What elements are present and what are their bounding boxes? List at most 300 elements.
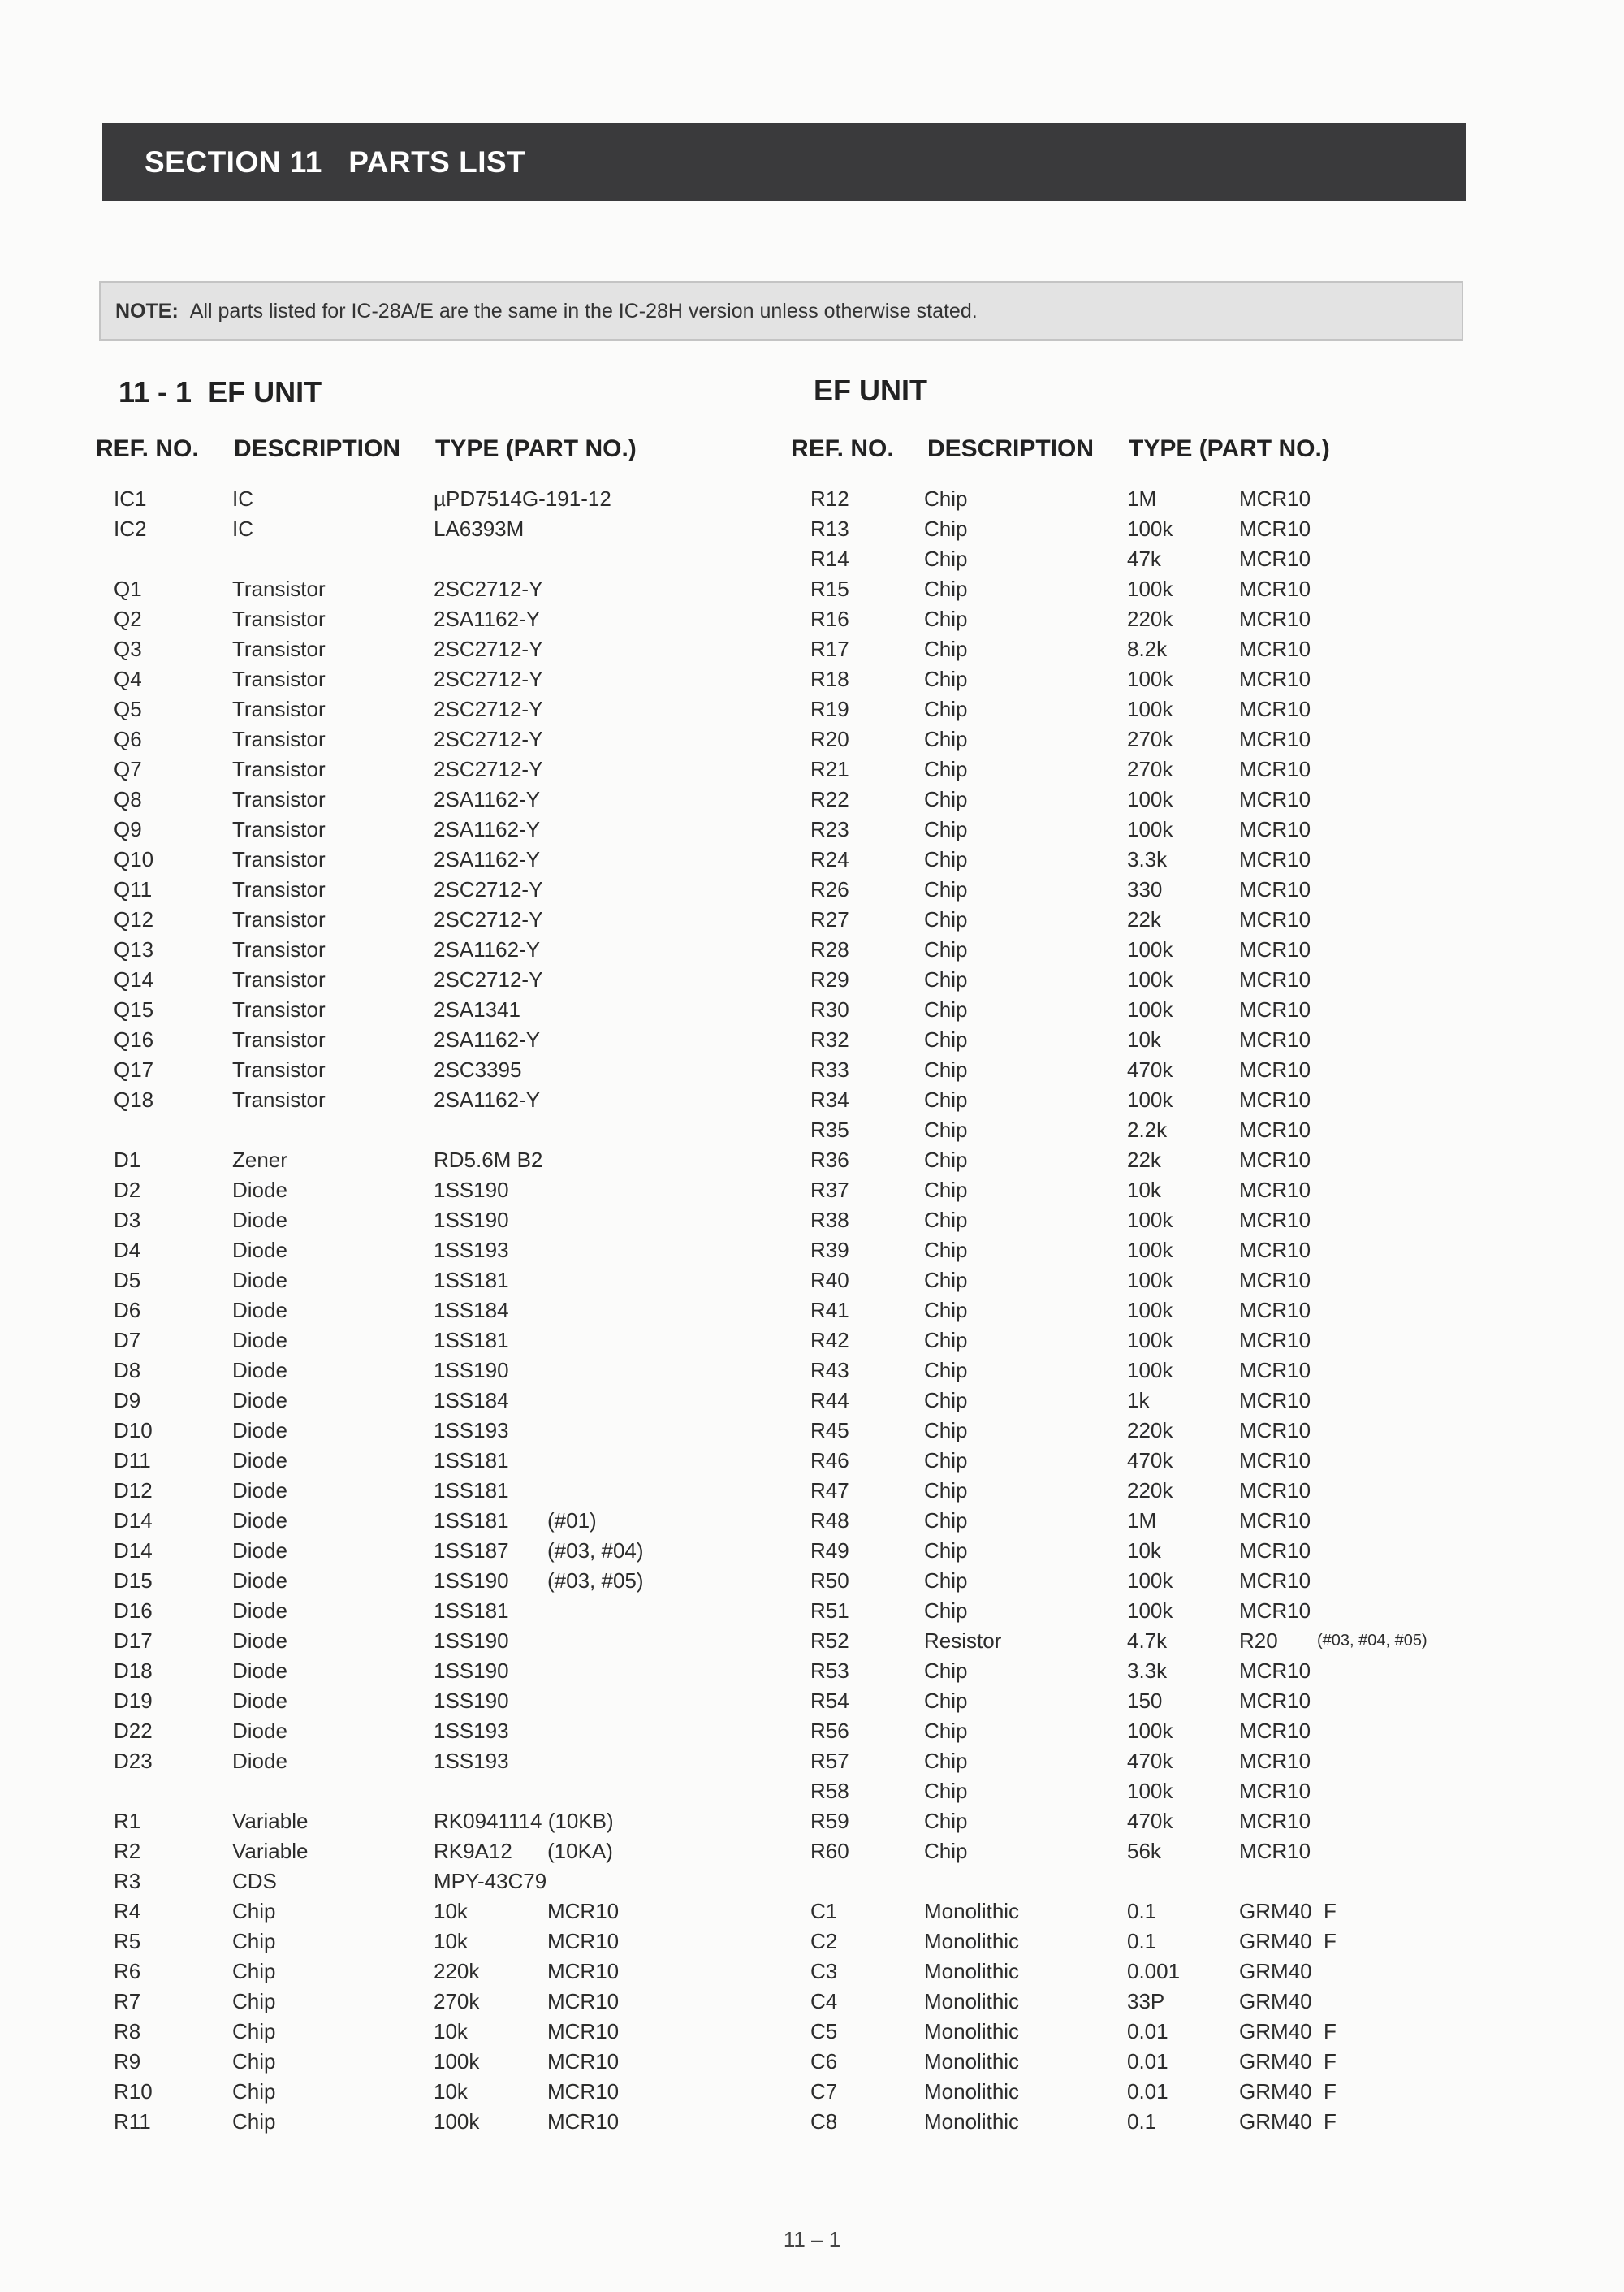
value-cell: MCR10 <box>1239 1418 1311 1442</box>
description-cell: Chip <box>232 1989 276 2013</box>
type-cell: 1SS190 <box>434 1178 509 1202</box>
description-cell: Chip <box>924 937 968 962</box>
parts-row <box>0 845 780 875</box>
type-cell: 1SS190 <box>434 1358 509 1382</box>
type-cell: 1SS193 <box>434 1749 509 1773</box>
ref-no-cell: R36 <box>810 1148 849 1172</box>
parts-row <box>780 1596 1624 1626</box>
ref-no-cell: IC1 <box>114 487 147 511</box>
type-cell: 0.01 <box>1127 2079 1168 2104</box>
parts-row <box>0 1596 780 1626</box>
ref-no-cell: D10 <box>114 1418 153 1442</box>
description-cell: Monolithic <box>924 1899 1020 1923</box>
type-cell: 2SA1162-Y <box>434 787 541 811</box>
value-cell: MCR10 <box>1239 1658 1311 1683</box>
parts-row <box>0 484 780 514</box>
ref-no-cell: D7 <box>114 1328 141 1352</box>
ref-no-cell: R5 <box>114 1929 141 1953</box>
description-cell: Diode <box>232 1568 287 1593</box>
type-cell: 100k <box>1127 997 1173 1022</box>
ref-no-cell: R54 <box>810 1689 849 1713</box>
ref-no-cell: Q1 <box>114 577 142 601</box>
parts-row <box>0 604 780 634</box>
description-cell: Chip <box>924 1809 968 1833</box>
description-cell: Transistor <box>232 877 326 902</box>
parts-row <box>0 1566 780 1596</box>
type-cell: 2SA1162-Y <box>434 847 541 871</box>
ref-no-cell: R13 <box>810 517 849 541</box>
parts-row <box>0 965 780 995</box>
value-cell: (#03, #05) <box>547 1568 644 1593</box>
parts-row <box>0 995 780 1025</box>
type-cell: 10k <box>434 1899 468 1923</box>
type-cell: 100k <box>1127 1298 1173 1322</box>
ref-no-cell: Q6 <box>114 727 142 751</box>
parts-row <box>0 2047 780 2077</box>
type-cell: 220k <box>1127 1418 1173 1442</box>
type-cell: 1SS181 <box>434 1598 509 1623</box>
type-cell: 2SC2712-Y <box>434 577 543 601</box>
parts-row <box>0 1957 780 1987</box>
value-cell: MCR10 <box>1239 907 1311 932</box>
parts-row <box>0 815 780 845</box>
ref-no-cell: R21 <box>810 757 849 781</box>
value-cell: GRM40 <box>1239 1989 1312 2013</box>
ref-no-cell: R23 <box>810 817 849 841</box>
description-cell: Chip <box>924 1598 968 1623</box>
ref-no-cell: R22 <box>810 787 849 811</box>
value-cell: MCR10 <box>1239 1027 1311 1052</box>
description-cell: Transistor <box>232 637 326 661</box>
description-cell: Chip <box>924 1027 968 1052</box>
type-cell: 1SS190 <box>434 1628 509 1653</box>
value-cell: MCR10 <box>547 1989 620 2013</box>
description-cell: Chip <box>924 727 968 751</box>
type-cell: 2SA1162-Y <box>434 937 541 962</box>
parts-row <box>780 1957 1624 1987</box>
parts-row <box>780 905 1624 935</box>
value-cell: MCR10 <box>1239 997 1311 1022</box>
value-cell: MCR10 <box>1239 1689 1311 1713</box>
ref-no-cell: R26 <box>810 877 849 902</box>
description-cell: Monolithic <box>924 2019 1020 2043</box>
ref-no-cell: D2 <box>114 1178 141 1202</box>
ref-no-cell: R14 <box>810 547 849 571</box>
parts-row <box>780 1446 1624 1476</box>
type-cell: 10k <box>1127 1178 1161 1202</box>
parts-row <box>0 664 780 694</box>
parts-row <box>780 604 1624 634</box>
description-cell: Chip <box>924 1328 968 1352</box>
parts-row <box>780 1085 1624 1115</box>
parts-row <box>0 1175 780 1205</box>
value-cell: GRM40 F <box>1239 2109 1337 2134</box>
ref-no-cell: R60 <box>810 1839 849 1863</box>
section-banner <box>102 123 1466 201</box>
parts-row <box>0 1836 780 1866</box>
ref-no-cell: R42 <box>810 1328 849 1352</box>
value-cell: MCR10 <box>1239 877 1311 902</box>
type-cell: 1SS181 <box>434 1448 509 1473</box>
type-cell: 2SA1162-Y <box>434 817 541 841</box>
parts-row <box>0 1476 780 1506</box>
value-cell: MCR10 <box>1239 487 1311 511</box>
description-cell: Chip <box>924 1719 968 1743</box>
description-cell: Chip <box>924 1118 968 1142</box>
left-header-desc: DESCRIPTION <box>234 435 401 462</box>
type-cell: 1M <box>1127 1508 1157 1533</box>
ref-no-cell: R17 <box>810 637 849 661</box>
description-cell: Chip <box>924 1358 968 1382</box>
left-header-ref: REF. NO. <box>96 435 199 462</box>
parts-row <box>780 1205 1624 1235</box>
left-unit-title: 11 - 1 EF UNIT <box>119 375 322 409</box>
description-cell: Transistor <box>232 697 326 721</box>
description-cell: Chip <box>924 637 968 661</box>
ref-no-cell: D14 <box>114 1508 153 1533</box>
type-cell: 100k <box>1127 1719 1173 1743</box>
type-cell: 2SC2712-Y <box>434 757 543 781</box>
ref-no-cell: C2 <box>810 1929 838 1953</box>
section-title: SECTION 11 PARTS LIST <box>145 145 526 179</box>
type-cell: 100k <box>1127 697 1173 721</box>
type-cell: 2SA1162-Y <box>434 1027 541 1052</box>
description-cell: Chip <box>924 967 968 992</box>
parts-row <box>780 1055 1624 1085</box>
description-cell: Diode <box>232 1598 287 1623</box>
parts-row <box>780 1145 1624 1175</box>
type-cell: 1SS190 <box>434 1658 509 1683</box>
type-cell: 2SC2712-Y <box>434 697 543 721</box>
parts-row <box>780 1115 1624 1145</box>
right-parts-table <box>780 484 1624 2137</box>
value-cell: MCR10 <box>1239 787 1311 811</box>
description-cell: Transistor <box>232 1057 326 1082</box>
value-cell: GRM40 F <box>1239 2079 1337 2104</box>
parts-row <box>0 1055 780 1085</box>
ref-no-cell: R16 <box>810 607 849 631</box>
value-cell: MCR10 <box>1239 817 1311 841</box>
type-cell: 3.3k <box>1127 847 1168 871</box>
description-cell: Transistor <box>232 967 326 992</box>
description-cell: Diode <box>232 1689 287 1713</box>
ref-no-cell: R40 <box>810 1268 849 1292</box>
parts-row <box>780 1325 1624 1356</box>
type-cell: 2SA1162-Y <box>434 1088 541 1112</box>
parts-row <box>0 1656 780 1686</box>
ref-no-cell: R15 <box>810 577 849 601</box>
description-cell: Transistor <box>232 817 326 841</box>
description-cell: Variable <box>232 1839 309 1863</box>
description-cell: Transistor <box>232 577 326 601</box>
description-cell: Chip <box>924 787 968 811</box>
ref-no-cell: C5 <box>810 2019 838 2043</box>
description-cell: Chip <box>924 1148 968 1172</box>
description-cell: Diode <box>232 1268 287 1292</box>
type-cell: 10k <box>434 2079 468 2104</box>
parts-row <box>780 845 1624 875</box>
description-cell: Chip <box>232 1959 276 1983</box>
type-cell: 2.2k <box>1127 1118 1168 1142</box>
parts-row <box>780 1506 1624 1536</box>
value-cell: MCR10 <box>1239 697 1311 721</box>
ref-no-cell: R28 <box>810 937 849 962</box>
parts-row <box>780 2017 1624 2047</box>
parts-row <box>780 1776 1624 1806</box>
value-cell: (#01) <box>547 1508 597 1533</box>
value-cell: MCR10 <box>1239 1057 1311 1082</box>
parts-row <box>0 694 780 724</box>
parts-row <box>0 724 780 755</box>
description-cell: Diode <box>232 1508 287 1533</box>
parts-row <box>0 1806 780 1836</box>
ref-no-cell: R2 <box>114 1839 141 1863</box>
type-cell: 47k <box>1127 547 1161 571</box>
description-cell: Transistor <box>232 757 326 781</box>
parts-row <box>0 1235 780 1265</box>
ref-no-cell: D3 <box>114 1208 141 1232</box>
description-cell: Diode <box>232 1358 287 1382</box>
type-cell: 0.01 <box>1127 2049 1168 2074</box>
ref-no-cell: R37 <box>810 1178 849 1202</box>
value-cell: MCR10 <box>547 2109 620 2134</box>
parts-row <box>0 1987 780 2017</box>
ref-no-cell: D17 <box>114 1628 153 1653</box>
ref-no-cell: R44 <box>810 1388 849 1412</box>
type-cell: 100k <box>434 2049 480 2074</box>
ref-no-cell: R38 <box>810 1208 849 1232</box>
ref-no-cell: D11 <box>114 1448 151 1473</box>
ref-no-cell: C7 <box>810 2079 838 2104</box>
description-cell: Monolithic <box>924 2049 1020 2074</box>
description-cell: Diode <box>232 1208 287 1232</box>
description-cell: Chip <box>924 817 968 841</box>
type-cell: 0.1 <box>1127 2109 1157 2134</box>
value-cell: MCR10 <box>1239 1448 1311 1473</box>
type-cell: 0.01 <box>1127 2019 1168 2043</box>
description-cell: Chip <box>924 547 968 571</box>
parts-row <box>0 1927 780 1957</box>
type-cell: 100k <box>1127 577 1173 601</box>
type-cell: 1SS193 <box>434 1719 509 1743</box>
parts-row <box>0 514 780 544</box>
value-cell: MCR10 <box>1239 547 1311 571</box>
type-cell: 10k <box>1127 1538 1161 1563</box>
value-cell: MCR10 <box>1239 847 1311 871</box>
description-cell: Chip <box>924 877 968 902</box>
type-cell: 220k <box>1127 1478 1173 1503</box>
value-cell: MCR10 <box>1239 937 1311 962</box>
type-cell: 220k <box>1127 607 1173 631</box>
type-cell: 1SS184 <box>434 1388 509 1412</box>
description-cell: Variable <box>232 1809 309 1833</box>
description-cell: Diode <box>232 1538 287 1563</box>
note-text: All parts listed for IC-28A/E are the same in the IC-28H version unless otherwise stated. <box>189 299 978 322</box>
ref-no-cell: Q4 <box>114 667 142 691</box>
type-cell: 100k <box>1127 1238 1173 1262</box>
type-cell: 100k <box>1127 1208 1173 1232</box>
parts-row <box>0 1295 780 1325</box>
ref-no-cell: Q13 <box>114 937 154 962</box>
type-cell: 2SC2712-Y <box>434 967 543 992</box>
description-cell: Chip <box>924 1448 968 1473</box>
ref-no-cell: R30 <box>810 997 849 1022</box>
ref-no-cell: D12 <box>114 1478 153 1503</box>
type-cell: 100k <box>434 2109 480 2134</box>
description-cell: Chip <box>924 577 968 601</box>
ref-no-cell: D4 <box>114 1238 141 1262</box>
value-cell: MCR10 <box>547 2019 620 2043</box>
ref-no-cell: R48 <box>810 1508 849 1533</box>
type-cell: 1SS193 <box>434 1418 509 1442</box>
parts-row <box>780 664 1624 694</box>
type-cell: 100k <box>1127 817 1173 841</box>
description-cell: Chip <box>924 1478 968 1503</box>
ref-no-cell: R18 <box>810 667 849 691</box>
parts-row <box>780 1295 1624 1325</box>
ref-no-cell: Q9 <box>114 817 142 841</box>
value-cell: MCR10 <box>1239 1238 1311 1262</box>
parts-row <box>0 1386 780 1416</box>
parts-row <box>780 2047 1624 2077</box>
description-cell: Chip <box>232 2109 276 2134</box>
description-cell: Chip <box>232 2079 276 2104</box>
description-cell: Monolithic <box>924 1929 1020 1953</box>
type-cell: 270k <box>1127 727 1173 751</box>
value-cell: MCR10 <box>1239 1328 1311 1352</box>
description-cell: Chip <box>924 1057 968 1082</box>
description-cell: Chip <box>924 1749 968 1773</box>
parts-row <box>0 1356 780 1386</box>
value-cell: R20 <box>1239 1628 1278 1653</box>
description-cell: Transistor <box>232 997 326 1022</box>
description-cell: Resistor <box>924 1628 1002 1653</box>
ref-no-cell: R58 <box>810 1779 849 1803</box>
parts-row <box>780 1265 1624 1295</box>
ref-no-cell: D18 <box>114 1658 153 1683</box>
ref-no-cell: R51 <box>810 1598 849 1623</box>
type-cell: 2SA1341 <box>434 997 520 1022</box>
description-cell: Chip <box>232 1899 276 1923</box>
description-cell: Transistor <box>232 907 326 932</box>
parts-row <box>780 724 1624 755</box>
ref-no-cell: R24 <box>810 847 849 871</box>
parts-row <box>780 1566 1624 1596</box>
value-cell: MCR10 <box>1239 577 1311 601</box>
parts-row <box>780 1356 1624 1386</box>
parts-row <box>0 2017 780 2047</box>
ref-no-cell: Q14 <box>114 967 154 992</box>
description-cell: Diode <box>232 1628 287 1653</box>
parts-row <box>0 2077 780 2107</box>
value-cell: MCR10 <box>1239 1568 1311 1593</box>
value-cell: MCR10 <box>1239 1298 1311 1322</box>
parts-row <box>0 875 780 905</box>
ref-no-cell: R53 <box>810 1658 849 1683</box>
ref-no-cell: Q16 <box>114 1027 154 1052</box>
ref-no-cell: R12 <box>810 487 849 511</box>
parts-row <box>780 1626 1624 1656</box>
description-cell: Chip <box>924 1298 968 1322</box>
value-cell: MCR10 <box>1239 967 1311 992</box>
parts-row <box>0 1115 780 1145</box>
type-cell: 2SC2712-Y <box>434 727 543 751</box>
parts-row <box>0 905 780 935</box>
type-cell: 100k <box>1127 1268 1173 1292</box>
description-cell: Monolithic <box>924 2079 1020 2104</box>
parts-row <box>780 1716 1624 1746</box>
ref-no-cell: R10 <box>114 2079 153 2104</box>
value-cell: (#03, #04) <box>547 1538 644 1563</box>
description-cell: Transistor <box>232 787 326 811</box>
type-cell: 270k <box>434 1989 480 2013</box>
parts-row <box>780 634 1624 664</box>
ref-no-cell: R20 <box>810 727 849 751</box>
parts-row <box>780 815 1624 845</box>
ref-no-cell: R34 <box>810 1088 849 1112</box>
value-cell: MCR10 <box>1239 1478 1311 1503</box>
description-cell: Diode <box>232 1719 287 1743</box>
value-cell: MCR10 <box>1239 1779 1311 1803</box>
parts-row <box>0 1716 780 1746</box>
type-cell: 1k <box>1127 1388 1150 1412</box>
parts-row <box>0 1866 780 1896</box>
ref-no-cell: R3 <box>114 1869 141 1893</box>
type-cell: 1SS190 <box>434 1689 509 1713</box>
type-cell: RD5.6M B2 <box>434 1148 543 1172</box>
description-cell: Transistor <box>232 727 326 751</box>
value-cell: MCR10 <box>1239 1719 1311 1743</box>
description-cell: Chip <box>924 997 968 1022</box>
value-cell: MCR10 <box>1239 607 1311 631</box>
parts-row <box>0 1896 780 1927</box>
ref-no-cell: Q10 <box>114 847 154 871</box>
ref-no-cell: R4 <box>114 1899 141 1923</box>
parts-row <box>0 935 780 965</box>
description-cell: Transistor <box>232 937 326 962</box>
description-cell: Chip <box>924 757 968 781</box>
ref-no-cell: Q8 <box>114 787 142 811</box>
description-cell: Chip <box>924 1508 968 1533</box>
value-cell: MCR10 <box>1239 1268 1311 1292</box>
parts-row <box>780 965 1624 995</box>
type-cell: 100k <box>1127 1568 1173 1593</box>
type-cell: 470k <box>1127 1448 1173 1473</box>
description-cell: Transistor <box>232 667 326 691</box>
ref-no-cell: Q3 <box>114 637 142 661</box>
note-box <box>99 281 1463 341</box>
type-cell: 2SC3395 <box>434 1057 522 1082</box>
description-cell: Chip <box>924 607 968 631</box>
description-cell: Diode <box>232 1658 287 1683</box>
type-cell: 330 <box>1127 877 1163 902</box>
value-cell: GRM40 F <box>1239 2019 1337 2043</box>
value-cell: MCR10 <box>1239 637 1311 661</box>
ref-no-cell: R43 <box>810 1358 849 1382</box>
ref-no-cell: D1 <box>114 1148 141 1172</box>
type-cell: 10k <box>1127 1027 1161 1052</box>
ref-no-cell: R56 <box>810 1719 849 1743</box>
description-cell: IC <box>232 487 253 511</box>
value-cell: (10KA) <box>547 1839 613 1863</box>
parts-row <box>0 1085 780 1115</box>
type-cell: 1SS181 <box>434 1508 509 1533</box>
ref-no-cell: D22 <box>114 1719 153 1743</box>
ref-no-cell: C8 <box>810 2109 838 2134</box>
description-cell: Diode <box>232 1328 287 1352</box>
type-cell: 100k <box>1127 967 1173 992</box>
parts-row <box>780 1656 1624 1686</box>
